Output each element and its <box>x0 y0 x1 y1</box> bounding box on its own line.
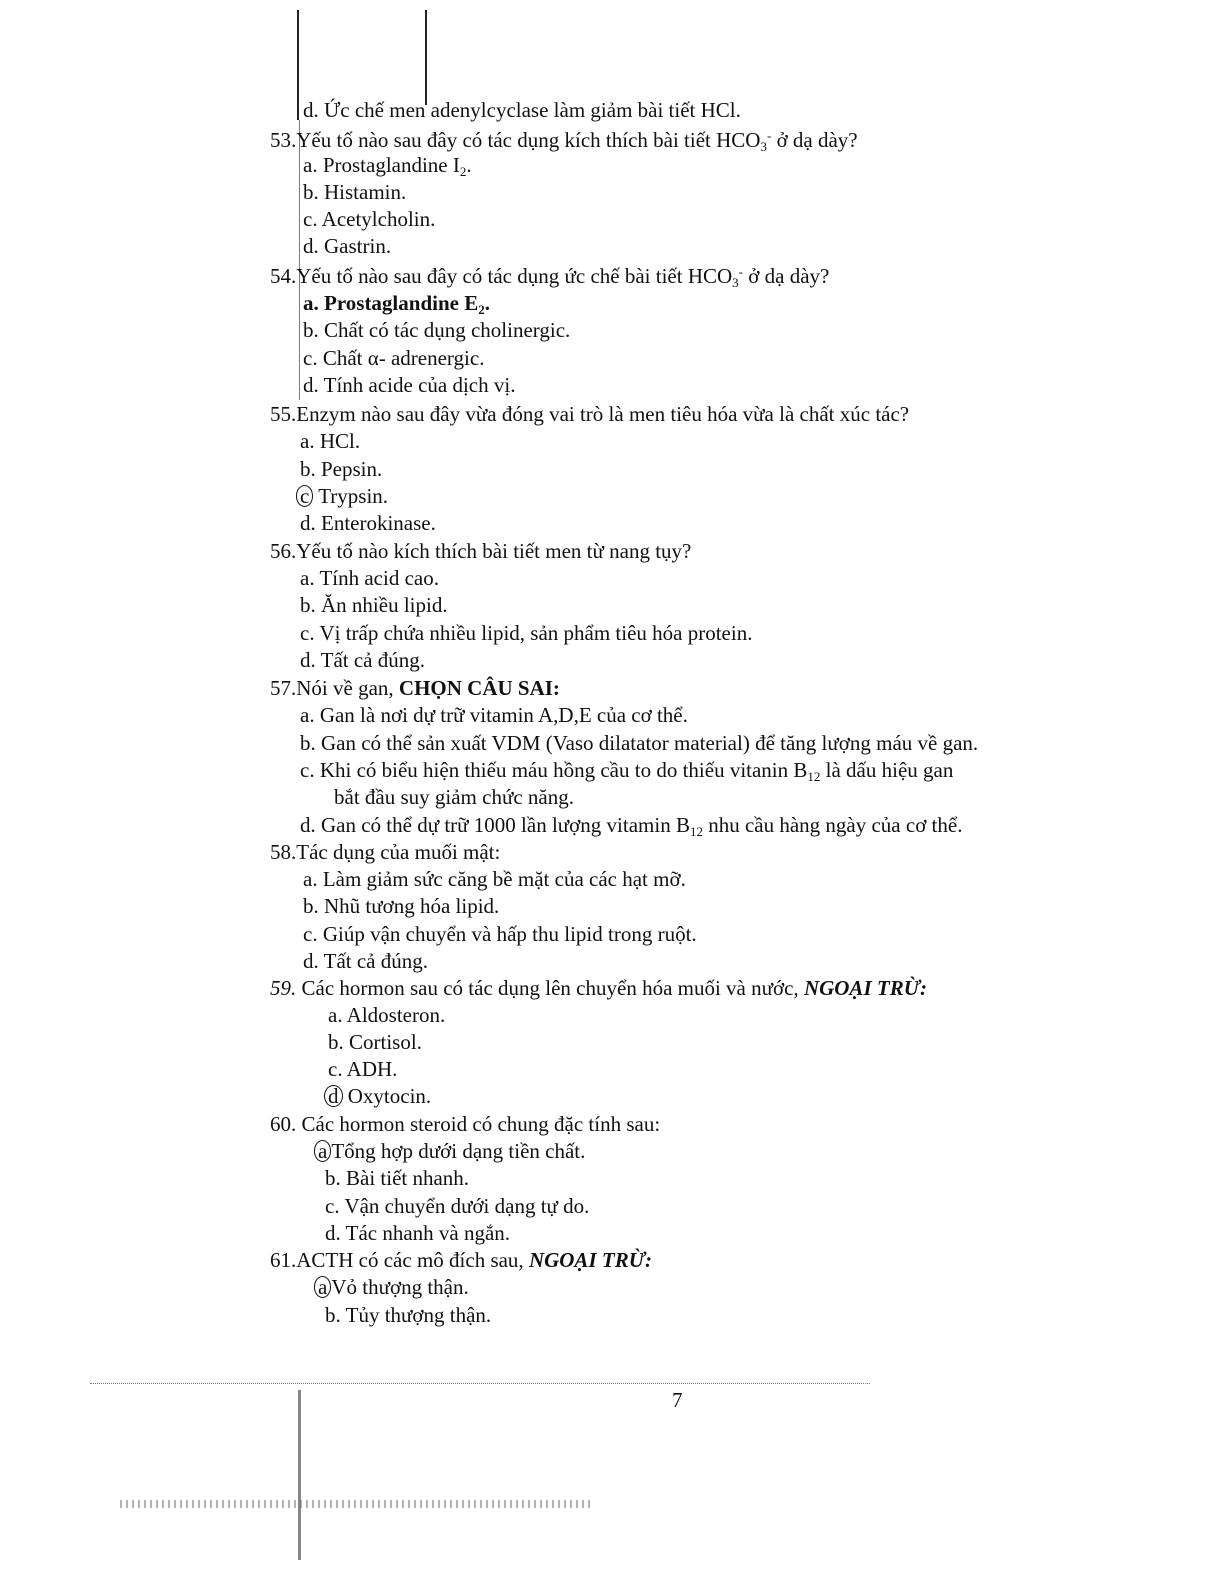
text-span: c. Chất α- adrenergic. <box>303 346 485 370</box>
text-line <box>300 565 439 592</box>
text-span: b. Tủy thượng thận. <box>325 1303 492 1327</box>
circled-answer-mark: a <box>314 1276 331 1298</box>
text-span: . <box>484 291 490 315</box>
text-line <box>270 839 500 866</box>
text-line <box>325 1302 491 1329</box>
text-span: 53. <box>270 128 297 152</box>
circled-answer-mark: d <box>324 1085 343 1107</box>
text-line <box>303 206 435 233</box>
text-span: a. Prostaglandine E <box>303 291 479 315</box>
text-span: c. Vị trấp chứa nhiều lipid, sản phẩm tiêu hóa protein. <box>300 621 753 645</box>
subscript: 3 <box>760 139 767 154</box>
text-span: 60. Các hormon steroid có chung đặc tính sau: <box>270 1112 661 1136</box>
text-line <box>270 263 829 290</box>
text-span: b. Pepsin. <box>300 457 383 481</box>
text-line <box>300 812 962 839</box>
bottom-smudge <box>120 1500 590 1508</box>
text-line <box>328 1083 431 1110</box>
circled-answer-mark: c <box>296 485 313 507</box>
text-span: Nói về gan, <box>296 676 399 700</box>
text-span: ở dạ dày? <box>743 264 830 288</box>
text-span: c. Vận chuyển dưới dạng tự do. <box>325 1194 590 1218</box>
text-span: Yếu tố nào kích thích bài tiết men từ nang tụy? <box>296 539 692 563</box>
text-span: b. Cortisol. <box>328 1030 422 1054</box>
text-line <box>300 428 360 455</box>
text-span: Tác dụng của muối mật: <box>296 840 501 864</box>
text-span: a. Gan là nơi dự trữ vitamin A,D,E của cơ thể. <box>300 703 688 727</box>
text-line <box>303 345 484 372</box>
text-line <box>270 675 560 702</box>
text-line <box>318 1274 469 1301</box>
superscript: - <box>766 128 772 143</box>
text-line <box>334 784 574 811</box>
text-span: b. Ăn nhiều lipid. <box>300 593 448 617</box>
text-line <box>318 1138 585 1165</box>
text-line <box>300 757 953 784</box>
subscript: 12 <box>807 769 821 784</box>
text-span: Yếu tố nào sau đây có tác dụng ức chế bài tiết HCO <box>296 264 733 288</box>
text-span: Enzym nào sau đây vừa đóng vai trò là men tiêu hóa vừa là chất xúc tác? <box>296 402 910 426</box>
text-line <box>303 97 741 124</box>
text-line <box>325 1193 589 1220</box>
text-span: d. Enterokinase. <box>300 511 436 535</box>
text-line <box>303 179 406 206</box>
subscript: 2 <box>459 164 467 179</box>
text-span: bắt đầu suy giảm chức năng. <box>334 785 574 809</box>
text-line <box>328 1029 422 1056</box>
text-line <box>270 127 858 154</box>
text-span: d. Tính acide của dịch vị. <box>303 373 516 397</box>
text-span: d. Gan có thể dự trữ 1000 lần lượng vitamin B <box>300 813 690 837</box>
text-line <box>300 456 382 483</box>
text-span: c. Khi có biểu hiện thiếu máu hồng cầu to do thiếu vitanin B <box>300 758 808 782</box>
text-line <box>325 1165 469 1192</box>
text-line <box>300 702 688 729</box>
text-span: d. Tác nhanh và ngắn. <box>325 1221 511 1245</box>
bold-italic-text: NGOẠI TRỪ: <box>528 1248 652 1272</box>
text-span: 57. <box>270 676 297 700</box>
text-line <box>300 620 752 647</box>
page-number: 7 <box>672 1388 683 1412</box>
text-span: b. Nhũ tương hóa lipid. <box>303 894 500 918</box>
text-span: c. Giúp vận chuyển và hấp thu lipid trong ruột. <box>303 922 697 946</box>
text-span: b. Histamin. <box>303 180 407 204</box>
text-line <box>300 647 425 674</box>
subscript: 2 <box>478 302 485 317</box>
text-span: Vỏ thượng thận. <box>331 1275 469 1299</box>
text-span: d. Tất cả đúng. <box>303 949 428 973</box>
text-line <box>325 1220 510 1247</box>
text-line <box>300 483 388 510</box>
text-span: c. ADH. <box>328 1057 398 1081</box>
text-line <box>300 592 448 619</box>
text-span: a. Aldosteron. <box>328 1003 446 1027</box>
text-span: a. Làm giảm sức căng bề mặt của các hạt mỡ. <box>303 867 686 891</box>
text-line <box>270 1111 660 1138</box>
text-span: Oxytocin. <box>342 1084 432 1108</box>
text-span: d. Ức chế men adenylcyclase làm giảm bài tiết HCl. <box>303 98 741 122</box>
text-span: Các hormon sau có tác dụng lên chuyển hóa muối và nước, <box>296 976 804 1000</box>
text-span: ACTH có các mô đích sau, <box>296 1248 529 1272</box>
text-span: nhu cầu hàng ngày của cơ thể. <box>702 813 963 837</box>
text-line <box>303 866 686 893</box>
bold-text: CHỌN CÂU SAI: <box>398 676 560 700</box>
text-span: ở dạ dày? <box>771 128 858 152</box>
text-line <box>270 1247 652 1274</box>
text-line <box>303 893 499 920</box>
text-line <box>303 290 490 317</box>
text-span: 55. <box>270 402 297 426</box>
binding-bar-left <box>297 10 299 120</box>
text-line <box>300 730 978 757</box>
text-line <box>270 975 927 1002</box>
text-span: d. Tất cả đúng. <box>300 648 425 672</box>
bold-italic-text: NGOẠI TRỪ: <box>803 976 927 1000</box>
text-line <box>303 317 570 344</box>
text-span: b. Bài tiết nhanh. <box>325 1166 470 1190</box>
margin-rule <box>299 120 300 400</box>
text-line <box>303 372 515 399</box>
text-span: 58. <box>270 840 297 864</box>
text-span: c. Acetylcholin. <box>303 207 436 231</box>
text-line <box>328 1056 397 1083</box>
italic-number: 59. <box>270 976 297 1000</box>
footer-divider <box>90 1383 870 1384</box>
text-span: Yếu tố nào sau đây có tác dụng kích thích bài tiết HCO <box>296 128 761 152</box>
text-line <box>303 948 428 975</box>
text-span: b. Gan có thể sản xuất VDM (Vaso dilatator material) để tăng lượng máu về gan. <box>300 731 979 755</box>
text-span: b. Chất có tác dụng cholinergic. <box>303 318 571 342</box>
circled-answer-mark: a <box>314 1140 331 1162</box>
text-span: a. Prostaglandine I <box>303 153 460 177</box>
text-span: 56. <box>270 539 297 563</box>
text-line <box>303 152 472 179</box>
text-line <box>303 233 391 260</box>
text-span: Trypsin. <box>313 484 389 508</box>
text-span: a. Tính acid cao. <box>300 566 439 590</box>
text-line <box>303 921 697 948</box>
text-span: 61. <box>270 1248 297 1272</box>
bottom-binding-bar <box>298 1390 301 1560</box>
text-span: d. Gastrin. <box>303 234 392 258</box>
text-line <box>270 401 909 428</box>
text-span: là dấu hiệu gan <box>820 758 954 782</box>
text-line <box>328 1002 445 1029</box>
text-span: 54. <box>270 264 297 288</box>
text-span: Tổng hợp dưới dạng tiền chất. <box>331 1139 586 1163</box>
text-span: a. HCl. <box>300 429 361 453</box>
text-span: . <box>466 153 472 177</box>
text-line <box>300 510 436 537</box>
text-line <box>270 538 691 565</box>
subscript: 12 <box>689 824 703 839</box>
superscript: - <box>738 264 744 279</box>
binding-bar-right <box>425 10 427 105</box>
subscript: 3 <box>732 275 739 290</box>
